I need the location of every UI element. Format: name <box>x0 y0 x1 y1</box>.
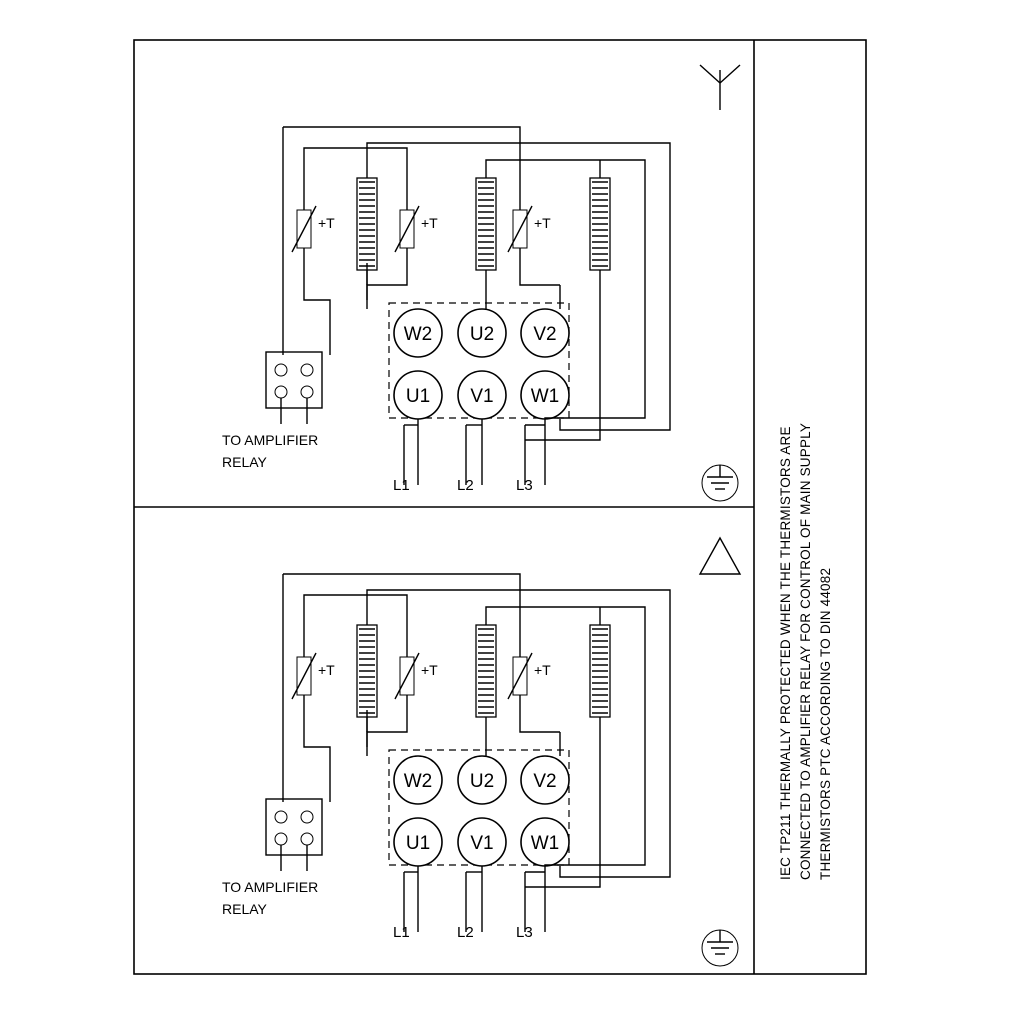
terminal-u1-label-2: U1 <box>405 833 431 854</box>
terminal-v2-label-2: V2 <box>533 771 557 792</box>
thermistor-4-label: +T <box>318 662 335 678</box>
thermistor-6-label: +T <box>534 662 551 678</box>
amplifier-label-line2: RELAY <box>222 454 267 470</box>
thermistor-2 <box>395 195 438 263</box>
winding-coil-5 <box>476 625 496 717</box>
terminal-v2-2 <box>521 756 569 804</box>
amplifier-terminal-block <box>266 352 322 424</box>
amplifier-label-line1: TO AMPLIFIER <box>222 432 319 448</box>
terminal-w2-label: W2 <box>403 324 433 345</box>
thermistor-3 <box>508 195 551 263</box>
terminal-u1-2 <box>394 818 442 866</box>
phase-label-l3: L3 <box>516 477 533 494</box>
winding-coil-3 <box>590 178 610 270</box>
thermistor-6 <box>508 642 551 710</box>
terminal-v2-label: V2 <box>533 324 557 345</box>
terminal-v1 <box>458 371 506 419</box>
terminal-w2-label-2: W2 <box>403 771 433 792</box>
note-line-3: THERMISTORS PTC ACCORDING TO DIN 44082 <box>818 567 833 880</box>
thermistor-5 <box>395 642 438 710</box>
terminal-v2 <box>521 309 569 357</box>
terminal-v1-2 <box>458 818 506 866</box>
terminal-u2 <box>458 309 506 357</box>
amplifier-label-line2-2: RELAY <box>222 901 267 917</box>
terminal-w1 <box>521 371 569 419</box>
thermistor-3-label: +T <box>534 215 551 231</box>
phase-label-l1: L1 <box>393 477 410 494</box>
terminal-w1-2 <box>521 818 569 866</box>
thermistor-1 <box>292 195 335 263</box>
phase-label-l3-2: L3 <box>516 924 533 941</box>
terminal-v1-label: V1 <box>470 386 494 407</box>
star-wye-icon <box>700 65 740 110</box>
earth-ground-icon <box>702 465 738 501</box>
terminal-w1-label: W1 <box>530 386 560 407</box>
delta-triangle-icon <box>700 538 740 574</box>
winding-coil-2 <box>476 178 496 270</box>
terminal-u1-label: U1 <box>405 386 431 407</box>
thermistor-1-label: +T <box>318 215 335 231</box>
phase-label-l2-2: L2 <box>457 924 474 941</box>
terminal-u2-2 <box>458 756 506 804</box>
terminal-w2-2 <box>394 756 442 804</box>
winding-coil-1 <box>357 178 377 270</box>
terminal-w2 <box>394 309 442 357</box>
thermistor-4 <box>292 642 335 710</box>
thermistor-5-label: +T <box>421 662 438 678</box>
winding-coil-4 <box>357 625 377 717</box>
terminal-u2-label-2: U2 <box>469 771 495 792</box>
amplifier-terminal-block-2 <box>266 799 322 871</box>
note-block <box>778 423 833 880</box>
terminal-u1 <box>394 371 442 419</box>
terminal-v1-label-2: V1 <box>470 833 494 854</box>
note-line-1: IEC TP211 THERMALLY PROTECTED WHEN THE THERMISTORS ARE <box>778 426 793 880</box>
thermistor-2-label: +T <box>421 215 438 231</box>
terminal-w1-label-2: W1 <box>530 833 560 854</box>
terminal-u2-label: U2 <box>469 324 495 345</box>
panel-star <box>222 65 740 501</box>
amplifier-label-line1-2: TO AMPLIFIER <box>222 879 319 895</box>
phase-label-l1-2: L1 <box>393 924 410 941</box>
winding-coil-6 <box>590 625 610 717</box>
panel-delta <box>222 538 740 966</box>
earth-ground-icon-2 <box>702 930 738 966</box>
phase-label-l2: L2 <box>457 477 474 494</box>
note-line-2: CONNECTED TO AMPLIFIER RELAY FOR CONTROL OF MAIN SUPPLY <box>798 422 813 880</box>
